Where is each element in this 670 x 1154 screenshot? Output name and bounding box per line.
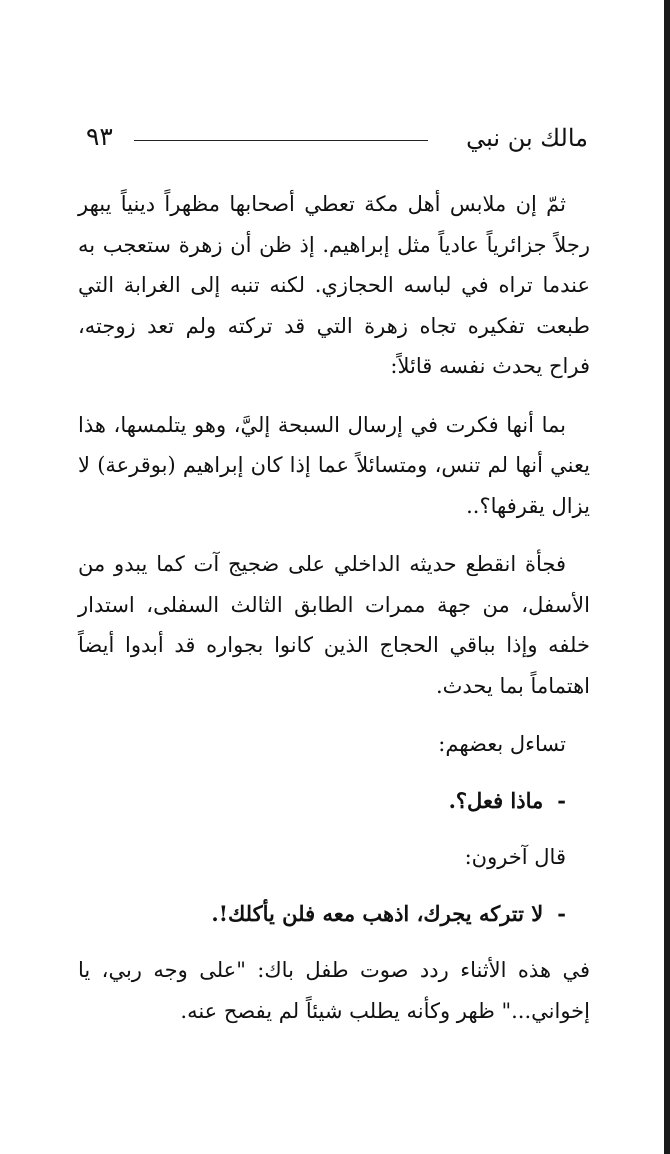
dialogue-dash: - [557,900,566,926]
page-header [86,118,588,158]
page-number: ٩٣ [86,122,113,151]
dialogue-dash: - [557,787,566,813]
header-rule [134,140,428,141]
dialogue-line-2 [78,894,590,935]
speaker-line-1: تساءل بعضهم: [438,732,566,756]
page-body [78,184,590,1049]
dialogue-line-1 [78,781,590,822]
paragraph-4: في هذه الأثناء ردد صوت طفل باك: "على وجه ربي، يا إخواني..." ظهر وكأنه يطلب شيئاً لم يفصح عنه. [78,958,590,1023]
book-spine-edge [664,0,670,1154]
paragraph-3: فجأة انقطع حديثه الداخلي على ضجيج آت كما يبدو من الأسفل، من جهة ممرات الطابق الثالث السفلى، استدار خلفه وإذا بباقي الحجاج الذين كانوا بجواره قد أبدوا أيضاً اهتماماً بما يحدث. [78,552,590,698]
dialogue-text-2: لا تتركه يجرك، اذهب معه فلن يأكلك!. [211,900,544,926]
paragraph-1: ثمّ إن ملابس أهل مكة تعطي أصحابها مظهراً دينياً يبهر رجلاً جزائرياً عادياً مثل إبراهيم. إذ ظن أن زهرة ستعجب به عندما تراه في لباسه الحجازي. لكنه تنبه إلى الغرابة التي طبعت تفكيره تجاه زهرة التي قد تركته ولم تعد زوجته، فراح يحدث نفسه قائلاً: [78,192,590,378]
dialogue-text-1: ماذا فعل؟. [448,787,544,813]
paragraph-2: بما أنها فكرت في إرسال السبحة إليَّ، وهو يتلمسها، هذا يعني أنها لم تنس، ومتسائلاً عما إذا كان إبراهيم (بوقرعة) لا يزال يقرفها؟.. [78,412,590,518]
running-title: مالك بن نبي [466,124,588,152]
speaker-line-2: قال آخرون: [464,845,566,869]
